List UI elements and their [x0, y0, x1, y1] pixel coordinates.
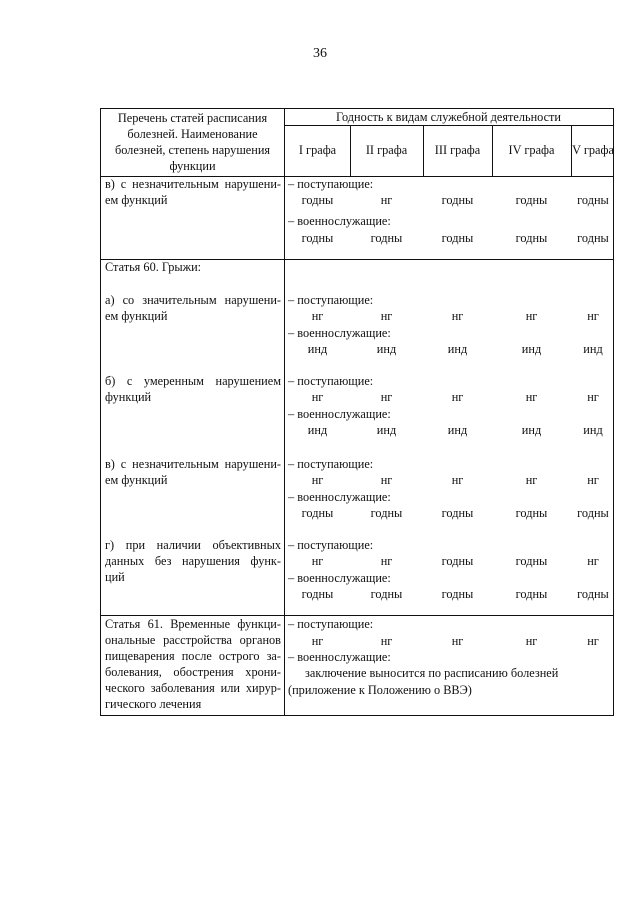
grade-value: нг	[451, 309, 464, 323]
label-line: – поступающие:	[288, 293, 374, 307]
row-description-line: в) с незначительным нарушени-	[105, 457, 281, 471]
grade-value: годны	[301, 506, 334, 520]
grade-value: нг	[311, 554, 324, 568]
grade-value: годны	[370, 587, 403, 601]
grade-value: нг	[451, 390, 464, 404]
row-description-line: ческого заболевания или хирур-	[105, 681, 281, 695]
grade-value: нг	[380, 554, 393, 568]
grade-value: инд	[583, 423, 603, 437]
label-line: – военнослужащие:	[288, 214, 391, 228]
header-column-1: I графа	[298, 143, 337, 157]
grade-value: нг	[311, 634, 324, 648]
row-description-line: функций	[105, 390, 152, 404]
label-line: – поступающие:	[288, 538, 374, 552]
grade-value: годны	[577, 506, 609, 520]
grade-value: годны	[515, 554, 548, 568]
grade-value: инд	[376, 423, 397, 437]
label-line: – поступающие:	[288, 617, 374, 631]
grade-value: годны	[577, 231, 609, 245]
grade-value: нг	[311, 390, 324, 404]
grade-value: нг	[525, 390, 538, 404]
grade-value: нг	[380, 309, 393, 323]
grade-value: инд	[583, 342, 603, 356]
grade-value: нг	[525, 309, 538, 323]
grade-value: нг	[380, 634, 393, 648]
grade-value: инд	[307, 342, 328, 356]
label-line: – военнослужащие:	[288, 571, 391, 585]
row-description-line: ональные расстройства органов	[105, 633, 281, 647]
row-description-line: болевания, обострения хрони-	[105, 665, 281, 679]
row-description-line: ем функций	[105, 473, 168, 487]
conclusion-line: (приложение к Положению о ВВЭ)	[288, 683, 472, 697]
grade-value: нг	[587, 309, 599, 323]
page-number: 36	[313, 46, 327, 61]
label-line: – поступающие:	[288, 374, 374, 388]
header-left-line: Перечень статей расписания	[117, 111, 268, 125]
grade-value: годны	[301, 193, 334, 207]
label-line: – поступающие:	[288, 177, 374, 191]
grade-value: нг	[380, 473, 393, 487]
grade-value: нг	[525, 634, 538, 648]
label-line: – военнослужащие:	[288, 490, 391, 504]
label-line: – военнослужащие:	[288, 407, 391, 421]
grade-value: нг	[587, 554, 599, 568]
header-column-2: II графа	[365, 143, 408, 157]
grade-value: нг	[525, 473, 538, 487]
grade-value: годны	[515, 506, 548, 520]
row-description-line: ем функций	[105, 193, 168, 207]
header-column-5: V графа	[572, 143, 614, 157]
grade-value: годны	[301, 231, 334, 245]
label-line: – военнослужащие:	[288, 650, 391, 664]
fitness-table	[100, 108, 614, 716]
article-60-title: Статья 60. Грыжи:	[105, 260, 202, 274]
header-left-line: болезней, степень нарушения	[114, 143, 271, 157]
row-description-line: г) при наличии объективных	[105, 538, 281, 552]
row-description-line: ций	[105, 570, 125, 584]
grade-value: годны	[301, 587, 334, 601]
row-description-line: б) с умеренным нарушением	[105, 374, 281, 388]
row-description-line: в) с незначительным нарушени-	[105, 177, 281, 191]
grade-value: инд	[307, 423, 328, 437]
row-description-line: ем функций	[105, 309, 168, 323]
header-left-line: функции	[169, 159, 216, 173]
grade-value: нг	[380, 390, 393, 404]
conclusion-line: заключение выносится по расписанию болезней	[305, 666, 559, 680]
grade-value: инд	[521, 342, 542, 356]
grade-value: нг	[587, 473, 599, 487]
grade-value: годны	[370, 506, 403, 520]
grade-value: годны	[441, 193, 474, 207]
grade-value: нг	[311, 473, 324, 487]
grade-value: нг	[451, 634, 464, 648]
grade-value: нг	[311, 309, 324, 323]
row-description-line: Статья 61. Временные функци-	[105, 617, 281, 631]
header-column-3: III графа	[434, 143, 481, 157]
grade-value: инд	[447, 423, 468, 437]
row-description-line: а) со значительным нарушени-	[105, 293, 281, 307]
header-column-4: IV графа	[508, 143, 555, 157]
grade-value: годны	[577, 587, 609, 601]
grade-value: нг	[587, 390, 599, 404]
grade-value: годны	[441, 554, 474, 568]
grade-value: годны	[370, 231, 403, 245]
grade-value: годны	[441, 587, 474, 601]
label-line: – военнослужащие:	[288, 326, 391, 340]
row-description-line: данных без нарушения функ-	[105, 554, 281, 568]
grade-value: годны	[577, 193, 609, 207]
grade-value: годны	[515, 193, 548, 207]
grade-value: нг	[380, 193, 393, 207]
grade-value: нг	[451, 473, 464, 487]
header-right-title: Годность к видам служебной деятельности	[335, 110, 562, 124]
grade-value: годны	[515, 587, 548, 601]
grade-value: инд	[447, 342, 468, 356]
grade-value: годны	[515, 231, 548, 245]
header-left-line: болезней. Наименование	[127, 127, 258, 141]
row-description-line: пищеварения после острого за-	[105, 649, 281, 663]
grade-value: годны	[441, 506, 474, 520]
grade-value: инд	[376, 342, 397, 356]
grade-value: нг	[587, 634, 599, 648]
grade-value: инд	[521, 423, 542, 437]
row-description-line: гического лечения	[105, 697, 202, 711]
label-line: – поступающие:	[288, 457, 374, 471]
grade-value: годны	[441, 231, 474, 245]
